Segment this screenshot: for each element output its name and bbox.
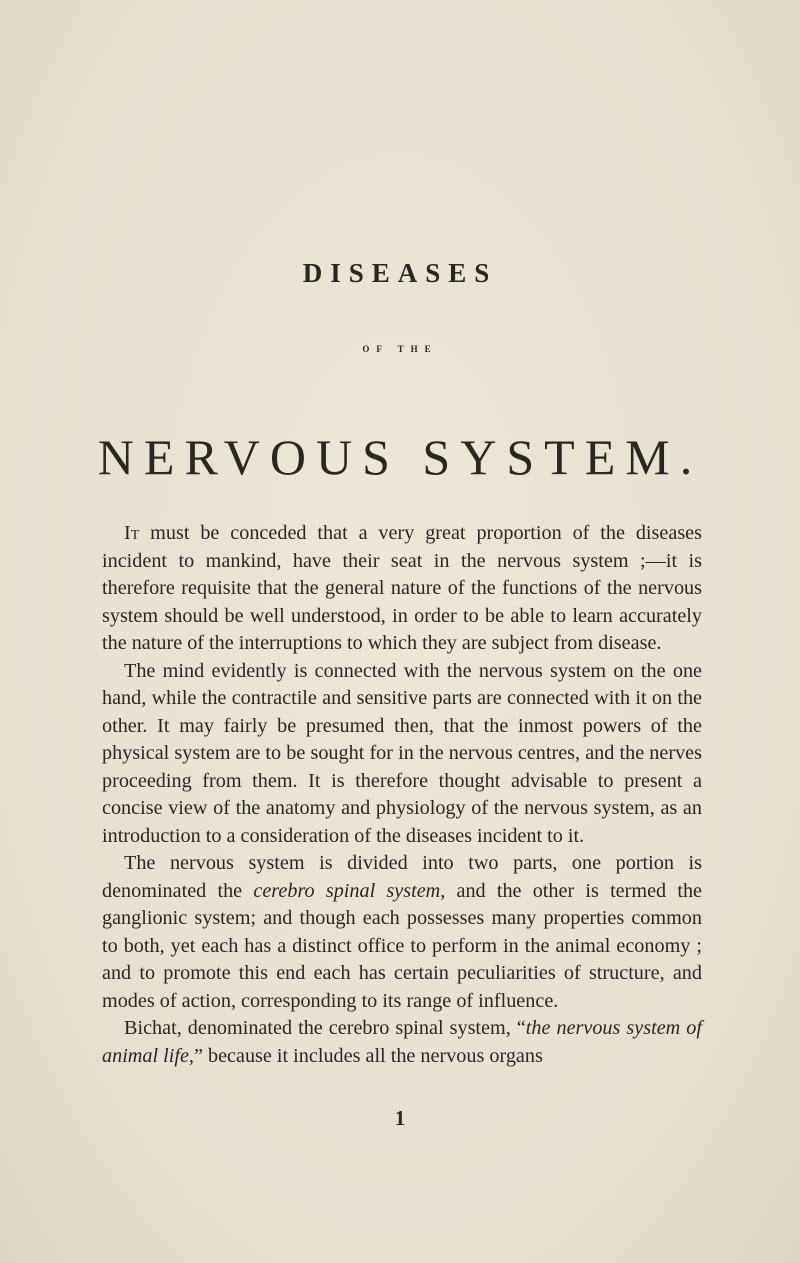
title-of-the: OF THE: [362, 344, 438, 354]
paragraph-4-a: Bichat, denominated the cerebro spinal system, “: [124, 1017, 526, 1039]
page-number: 1: [394, 1106, 406, 1130]
paragraph-4-italic: the nervous system of animal life,: [102, 1017, 702, 1067]
paragraph-3-b: and the other is termed the ganglionic system; and though each possesses many properties common to both, yet each has a distinct office to perform in the animal economy ; and to promote this end each has certain peculiarities of structure, and modes of action, corresponding to its range of influence.: [102, 879, 702, 1012]
paragraph-2: The mind evidently is connected with the nervous system on the one hand, while the contractile and sensitive parts are connected with it on the other. It may fairly be presumed then, that the inmost powers of the physical system are to be sought for in the nervous centres, and the nerves proceeding from them. It is therefore thought advisable to present a concise view of the anatomy and physiology of the nervous system, as an introduction to a consideration of the diseases incident to it.: [102, 659, 702, 847]
title-diseases: DISEASES: [302, 258, 498, 288]
paragraph-3-a: The nervous system is divided into two parts, one portion is denominated the: [102, 852, 702, 902]
paragraph-1: [102, 520, 702, 658]
paragraph-4-b: ” because it includes all the nervous organs: [193, 1044, 543, 1067]
paragraph-3: [102, 850, 702, 1015]
title-nervous-system: NERVOUS SYSTEM.: [97, 429, 703, 485]
paragraph-3-italic: cerebro spinal system,: [253, 879, 446, 902]
paragraph-1-text: must be conceded that a very great proportion of the diseases incident to mankind, have their seat in the nervous system ;—it is therefore requisite that the general nature of the functions of the nervous system should be well understood, in order to be able to learn accurately the nature of the interruptions to which they are subject from disease.: [102, 522, 702, 654]
body-text: [102, 520, 702, 1070]
paragraph-1-lead: It: [124, 522, 140, 544]
paragraph-4: [102, 1015, 702, 1070]
